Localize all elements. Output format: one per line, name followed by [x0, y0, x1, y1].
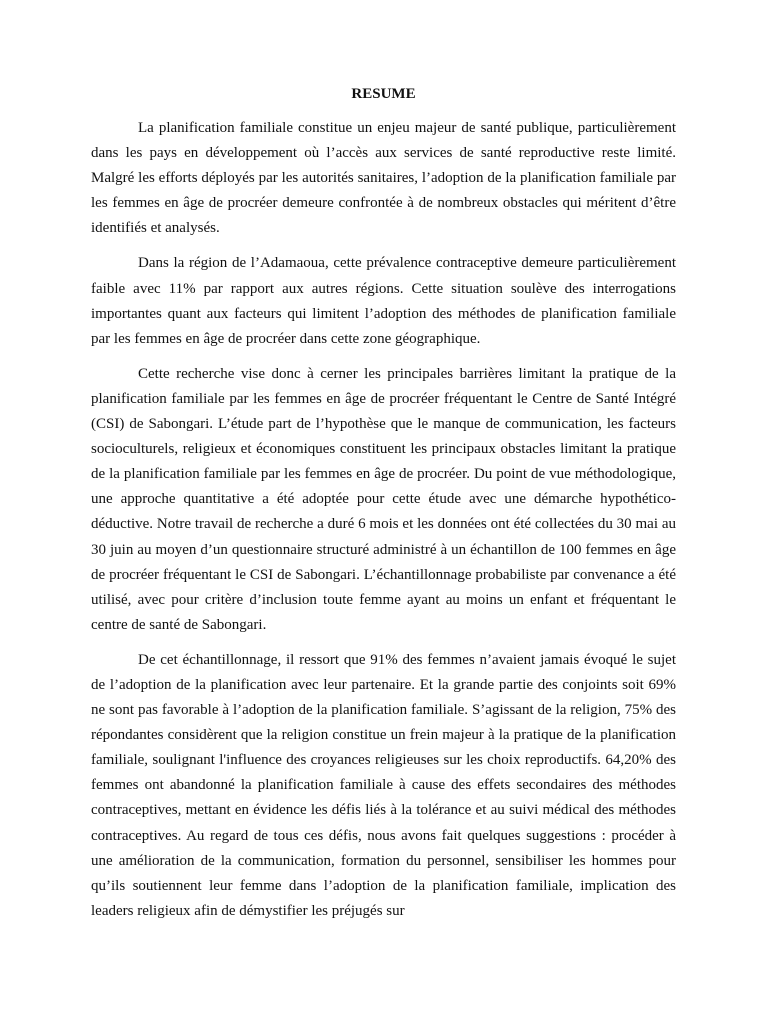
page-body: [91, 84, 676, 934]
paragraph-3: Cette recherche vise donc à cerner les principales barrières limitant la pratique de la planification familiale par les femmes en âge de procréer fréquentant le Centre de Santé Intégré (CSI) de Sabongari. L’étude part de l’hypothèse que le manque de communication, les facteurs socioculturels, religieux et économiques constituent les principaux obstacles limitant la pratique de la planification familiale par les femmes en âge de procréer. Du point de vue méthodologique, une approche quantitative a été adoptée pour cette étude avec une démarche hypothético-déductive. Notre travail de recherche a duré 6 mois et les données ont été collectées du 30 mai au 30 juin au moyen d’un questionnaire structuré administré à un échantillon de 100 femmes en âge de procréer fréquentant le CSI de Sabongari. L’échantillonnage probabiliste par convenance a été utilisé, avec pour critère d’inclusion toute femme ayant au moins un enfant et fréquentant le centre de santé de Sabongari.: [91, 365, 676, 633]
page-title: RESUME: [351, 86, 416, 102]
paragraph-1: La planification familiale constitue un enjeu majeur de santé publique, particulièrement dans les pays en développement où l’accès aux services de santé reproductive reste limité. Malgré les efforts déployés par les autorités sanitaires, l’adoption de la planification familiale par les femmes en âge de procréer demeure confrontée à de nombreux obstacles qui méritent d’être identifiés et analysés.: [91, 120, 676, 237]
paragraph-4: De cet échantillonnage, il ressort que 91% des femmes n’avaient jamais évoqué le sujet de l’adoption de la planification avec leur partenaire. Et la grande partie des conjoints soit 69% ne sont pas favorable à l’adoption de la planification familiale. S’agissant de la religion, 75% des répondantes considèrent que la religion constitue un frein majeur à la pratique de la planification familiale, soulignant l'influence des croyances religieuses sur les choix reproductifs. 64,20% des femmes ont abandonné la planification familiale à cause des effets secondaires des méthodes contraceptives, mettant en évidence les défis liés à la tolérance et au suivi médical des méthodes contraceptives. Au regard de tous ces défis, nous avons fait quelques suggestions : procéder à une amélioration de la communication, formation du personnel, sensibiliser les hommes pour qu’ils soutiennent leur femme dans l’adoption de la planification familiale, implication des leaders religieux afin de démystifier les préjugés sur: [91, 651, 676, 919]
paragraph-2: Dans la région de l’Adamaoua, cette prévalence contraceptive demeure particulièrement faible avec 11% par rapport aux autres régions. Cette situation soulève des interrogations importantes quant aux facteurs qui limitent l’adoption des méthodes de planification familiale par les femmes en âge de procréer dans cette zone géographique.: [91, 255, 676, 347]
